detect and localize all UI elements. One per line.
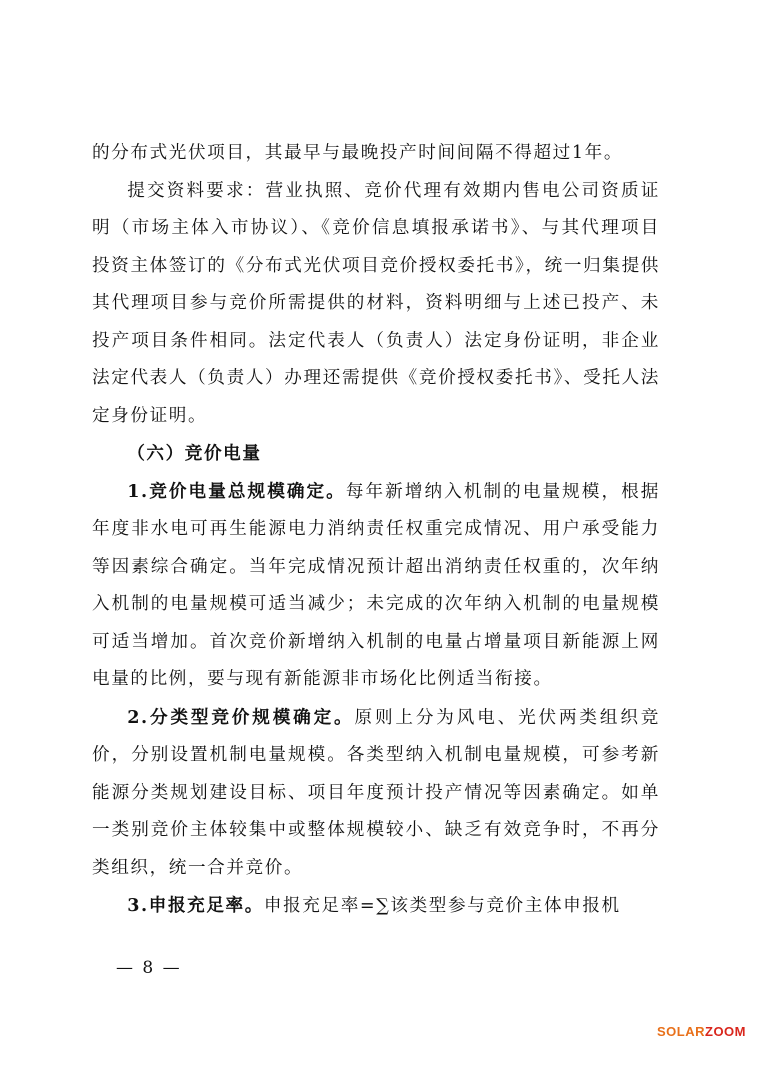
watermark-zoom-text: ZOOM (705, 1024, 746, 1039)
watermark-solar-text: SOLAR (657, 1024, 705, 1039)
paragraph-text: 提交资料要求：营业执照、竞价代理有效期内售电公司资质证明（市场主体入市协议）、《竞价信息填报承诺书》、与其代理项目投资主体签订的《分布式光伏项目竞价授权委托书》，统一归集提供其代理项目参与竞价所需提供的材料，资料明细与上述已投产、未投产项目条件相同。法定代表人（负责人）法定身份证明，非企业法定代表人（负责人）办理还需提供《竞价授权委托书》、受托人法定身份证明。 (92, 180, 660, 426)
paragraph-text: 的分布式光伏项目，其最早与最晚投产时间间隔不得超过1年。 (92, 143, 624, 163)
paragraph-adequacy-ratio (92, 887, 660, 926)
paragraph-lead: 1.竞价电量总规模确定。 (127, 480, 346, 502)
paragraph-total-scale (92, 473, 660, 699)
paragraph-lead: 3.申报充足率。 (127, 895, 264, 916)
solarzoom-watermark (657, 1024, 746, 1039)
section-heading (92, 435, 660, 473)
paragraph-text: 每年新增纳入机制的电量规模，根据年度非水电可再生能源电力消纳责任权重完成情况、用户承受能力等因素综合确定。当年完成情况预计超出消纳责任权重的，次年纳入机制的电量规模可适当减少；未完成的次年纳入机制的电量规模可适当增加。首次竞价新增纳入机制的电量占增量项目新能源上网电量的比例，要与现有新能源非市场化比例适当衔接。 (92, 481, 660, 689)
paragraph-submission-requirements (92, 173, 660, 436)
page-number: — 8 — (116, 958, 182, 978)
paragraph-lead: 2.分类型竞价规模确定。 (127, 706, 355, 728)
paragraph-text: 申报充足率=∑该类型参与竞价主体申报机 (263, 896, 621, 916)
paragraph-text: 原则上分为风电、光伏两类组织竞价，分别设置机制电量规模。各类型纳入机制电量规模，可参考新能源分类规划建设目标、项目年度预计投产情况等因素确定。如单一类别竞价主体较集中或整体规模较小、缺乏有效竞争时，不再分类组织，统一合并竞价。 (92, 707, 660, 878)
section-heading-text: （六）竞价电量 (127, 443, 262, 464)
paragraph-category-scale (92, 699, 660, 888)
paragraph-continuation (92, 135, 660, 173)
body-text (92, 135, 660, 926)
